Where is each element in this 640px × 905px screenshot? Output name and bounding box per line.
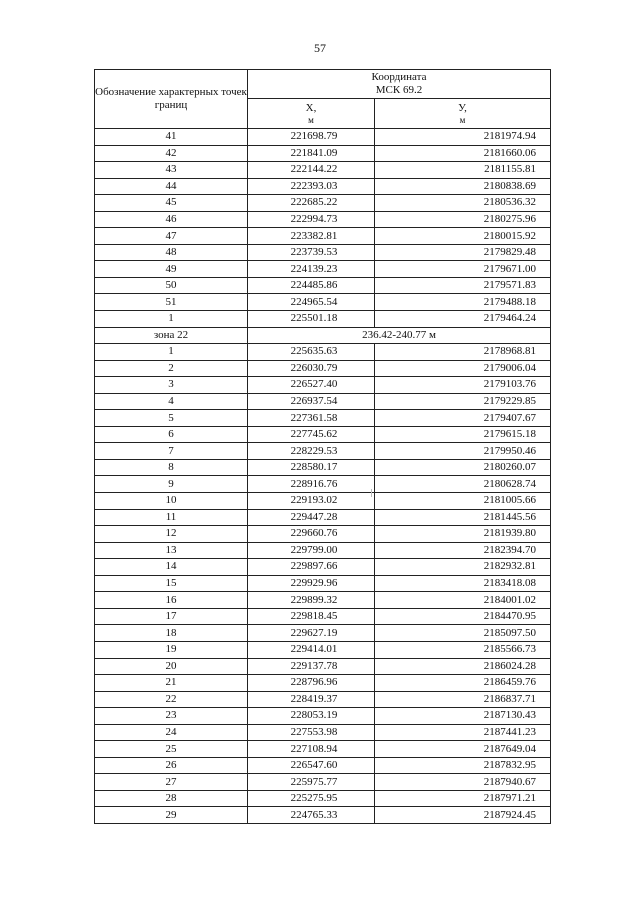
x-cell: 224485.86 xyxy=(248,277,375,294)
x-cell: 228053.19 xyxy=(248,708,375,725)
y-cell: 2181445.56 xyxy=(375,509,551,526)
point-cell: 49 xyxy=(95,261,248,278)
table-row xyxy=(95,592,551,609)
y-cell: 2179407.67 xyxy=(375,410,551,427)
table-row xyxy=(95,228,551,245)
point-cell: 2 xyxy=(95,360,248,377)
x-cell: 229193.02 xyxy=(248,493,375,510)
y-cell: 2179950.46 xyxy=(375,443,551,460)
y-cell: 2180628.74 xyxy=(375,476,551,493)
y-cell: 2178968.81 xyxy=(375,344,551,361)
table-row xyxy=(95,377,551,394)
point-cell: 7 xyxy=(95,443,248,460)
x-cell: 228229.53 xyxy=(248,443,375,460)
point-cell: 48 xyxy=(95,244,248,261)
x-cell: 227745.62 xyxy=(248,426,375,443)
y-column-header xyxy=(375,99,551,129)
point-cell: 26 xyxy=(95,757,248,774)
point-cell: 1 xyxy=(95,311,248,328)
coordinate-header-title: Координата xyxy=(371,71,427,84)
table-row xyxy=(95,195,551,212)
coordinate-system-label: МСК 69.2 xyxy=(375,84,423,96)
x-cell: 228419.37 xyxy=(248,691,375,708)
point-cell: 14 xyxy=(95,559,248,576)
point-cell: 43 xyxy=(95,162,248,179)
x-cell: 223739.53 xyxy=(248,244,375,261)
x-cell: 221841.09 xyxy=(248,145,375,162)
x-cell: 228916.76 xyxy=(248,476,375,493)
table-row xyxy=(95,724,551,741)
y-cell: 2180275.96 xyxy=(375,211,551,228)
x-cell: 229929.96 xyxy=(248,575,375,592)
y-cell: 2180536.32 xyxy=(375,195,551,212)
x-cell: 223382.81 xyxy=(248,228,375,245)
zone-label: зона 22 xyxy=(95,327,248,344)
point-cell: 12 xyxy=(95,526,248,543)
table-row xyxy=(95,559,551,576)
point-designation-header-text: Обозначение характерных точек границ xyxy=(95,86,247,111)
table-row xyxy=(95,658,551,675)
y-cell: 2181005.66 xyxy=(375,493,551,510)
y-cell: 2187649.04 xyxy=(375,741,551,758)
x-cell: 225501.18 xyxy=(248,311,375,328)
x-cell: 229414.01 xyxy=(248,641,375,658)
table-row xyxy=(95,294,551,311)
table-row xyxy=(95,691,551,708)
table-row xyxy=(95,277,551,294)
x-axis-name: X, xyxy=(305,102,317,114)
point-cell: 21 xyxy=(95,675,248,692)
x-cell: 222685.22 xyxy=(248,195,375,212)
point-cell: 50 xyxy=(95,277,248,294)
x-cell: 222393.03 xyxy=(248,178,375,195)
x-cell: 226030.79 xyxy=(248,360,375,377)
x-cell: 227108.94 xyxy=(248,741,375,758)
point-cell: 44 xyxy=(95,178,248,195)
x-axis-unit: м xyxy=(308,114,314,125)
point-cell: 19 xyxy=(95,641,248,658)
point-cell: 9 xyxy=(95,476,248,493)
table-row xyxy=(95,311,551,328)
point-cell: 45 xyxy=(95,195,248,212)
x-cell: 226547.60 xyxy=(248,757,375,774)
x-cell: 227553.98 xyxy=(248,724,375,741)
table-row xyxy=(95,129,551,146)
y-cell: 2180260.07 xyxy=(375,459,551,476)
point-cell: 5 xyxy=(95,410,248,427)
y-cell: 2179103.76 xyxy=(375,377,551,394)
x-cell: 229799.00 xyxy=(248,542,375,559)
table-row xyxy=(95,459,551,476)
y-cell: 2187130.43 xyxy=(375,708,551,725)
table-row xyxy=(95,162,551,179)
y-cell: 2184470.95 xyxy=(375,608,551,625)
table-row xyxy=(95,476,551,493)
y-cell: 2179615.18 xyxy=(375,426,551,443)
x-cell: 226937.54 xyxy=(248,393,375,410)
point-cell: 4 xyxy=(95,393,248,410)
x-cell: 221698.79 xyxy=(248,129,375,146)
zone-row xyxy=(95,327,551,344)
y-cell: 2179671.00 xyxy=(375,261,551,278)
coordinates-table xyxy=(94,69,551,824)
point-cell: 25 xyxy=(95,741,248,758)
point-cell: 10 xyxy=(95,493,248,510)
table-row xyxy=(95,526,551,543)
table-row xyxy=(95,542,551,559)
y-cell: 2180838.69 xyxy=(375,178,551,195)
x-cell: 229137.78 xyxy=(248,658,375,675)
y-cell: 2181939.80 xyxy=(375,526,551,543)
table-row xyxy=(95,641,551,658)
point-designation-header xyxy=(95,70,248,129)
point-cell: 22 xyxy=(95,691,248,708)
point-cell: 18 xyxy=(95,625,248,642)
y-cell: 2179829.48 xyxy=(375,244,551,261)
table-row xyxy=(95,145,551,162)
point-cell: 29 xyxy=(95,807,248,824)
table-row xyxy=(95,244,551,261)
table-row xyxy=(95,410,551,427)
table-row xyxy=(95,493,551,510)
point-cell: 41 xyxy=(95,129,248,146)
x-column-header xyxy=(248,99,375,129)
point-cell: 16 xyxy=(95,592,248,609)
point-cell: 17 xyxy=(95,608,248,625)
y-cell: 2181155.81 xyxy=(375,162,551,179)
table-row xyxy=(95,178,551,195)
y-cell: 2181660.06 xyxy=(375,145,551,162)
point-cell: 3 xyxy=(95,377,248,394)
table-row xyxy=(95,790,551,807)
x-cell: 229627.19 xyxy=(248,625,375,642)
y-cell: 2179464.24 xyxy=(375,311,551,328)
point-cell: 6 xyxy=(95,426,248,443)
y-cell: 2186024.28 xyxy=(375,658,551,675)
table-row xyxy=(95,675,551,692)
point-cell: 1 xyxy=(95,344,248,361)
y-axis-name: У, xyxy=(458,102,467,114)
point-cell: 11 xyxy=(95,509,248,526)
x-cell: 228580.17 xyxy=(248,459,375,476)
x-cell: 229899.32 xyxy=(248,592,375,609)
y-axis-unit: м xyxy=(459,114,466,125)
point-cell: 27 xyxy=(95,774,248,791)
table-row xyxy=(95,393,551,410)
table-row xyxy=(95,261,551,278)
x-cell: 229660.76 xyxy=(248,526,375,543)
x-cell: 229818.45 xyxy=(248,608,375,625)
y-cell: 2182394.70 xyxy=(375,542,551,559)
y-cell: 2181974.94 xyxy=(375,129,551,146)
table-row xyxy=(95,807,551,824)
table-row xyxy=(95,344,551,361)
y-cell: 2180015.92 xyxy=(375,228,551,245)
x-cell: 229447.28 xyxy=(248,509,375,526)
y-cell: 2187940.67 xyxy=(375,774,551,791)
x-cell: 225975.77 xyxy=(248,774,375,791)
y-cell: 2179488.18 xyxy=(375,294,551,311)
coordinate-header xyxy=(248,70,551,99)
table-row xyxy=(95,741,551,758)
point-cell: 42 xyxy=(95,145,248,162)
x-cell: 227361.58 xyxy=(248,410,375,427)
y-cell: 2179229.85 xyxy=(375,393,551,410)
table-row xyxy=(95,426,551,443)
point-cell: 46 xyxy=(95,211,248,228)
y-cell: 2179571.83 xyxy=(375,277,551,294)
y-cell: 2186837.71 xyxy=(375,691,551,708)
y-cell: 2187971.21 xyxy=(375,790,551,807)
point-cell: 24 xyxy=(95,724,248,741)
table-row xyxy=(95,608,551,625)
y-cell: 2182932.81 xyxy=(375,559,551,576)
x-cell: 224965.54 xyxy=(248,294,375,311)
x-cell: 228796.96 xyxy=(248,675,375,692)
y-cell: 2184001.02 xyxy=(375,592,551,609)
table-row xyxy=(95,211,551,228)
y-cell: 2185097.50 xyxy=(375,625,551,642)
point-cell: 20 xyxy=(95,658,248,675)
y-cell: 2183418.08 xyxy=(375,575,551,592)
x-cell: 226527.40 xyxy=(248,377,375,394)
table-row xyxy=(95,708,551,725)
table-row xyxy=(95,509,551,526)
y-cell: 2185566.73 xyxy=(375,641,551,658)
x-cell: 224139.23 xyxy=(248,261,375,278)
table-row xyxy=(95,443,551,460)
point-cell: 8 xyxy=(95,459,248,476)
page-number: 57 xyxy=(314,41,326,55)
x-cell: 225275.95 xyxy=(248,790,375,807)
x-cell: 229897.66 xyxy=(248,559,375,576)
table-row xyxy=(95,575,551,592)
y-cell: 2186459.76 xyxy=(375,675,551,692)
y-cell: 2187832.95 xyxy=(375,757,551,774)
table-row xyxy=(95,757,551,774)
table-row xyxy=(95,360,551,377)
y-cell: 2187441.23 xyxy=(375,724,551,741)
point-cell: 23 xyxy=(95,708,248,725)
zone-range: 236.42-240.77 м xyxy=(248,327,551,344)
point-cell: 47 xyxy=(95,228,248,245)
point-cell: 28 xyxy=(95,790,248,807)
y-cell: 2187924.45 xyxy=(375,807,551,824)
point-cell: 13 xyxy=(95,542,248,559)
x-cell: 222144.22 xyxy=(248,162,375,179)
x-cell: 225635.63 xyxy=(248,344,375,361)
x-cell: 222994.73 xyxy=(248,211,375,228)
y-cell: 2179006.04 xyxy=(375,360,551,377)
x-cell: 224765.33 xyxy=(248,807,375,824)
scan-mark xyxy=(371,489,372,497)
table-row xyxy=(95,774,551,791)
table-body xyxy=(95,129,551,824)
table-row xyxy=(95,625,551,642)
point-cell: 51 xyxy=(95,294,248,311)
point-cell: 15 xyxy=(95,575,248,592)
